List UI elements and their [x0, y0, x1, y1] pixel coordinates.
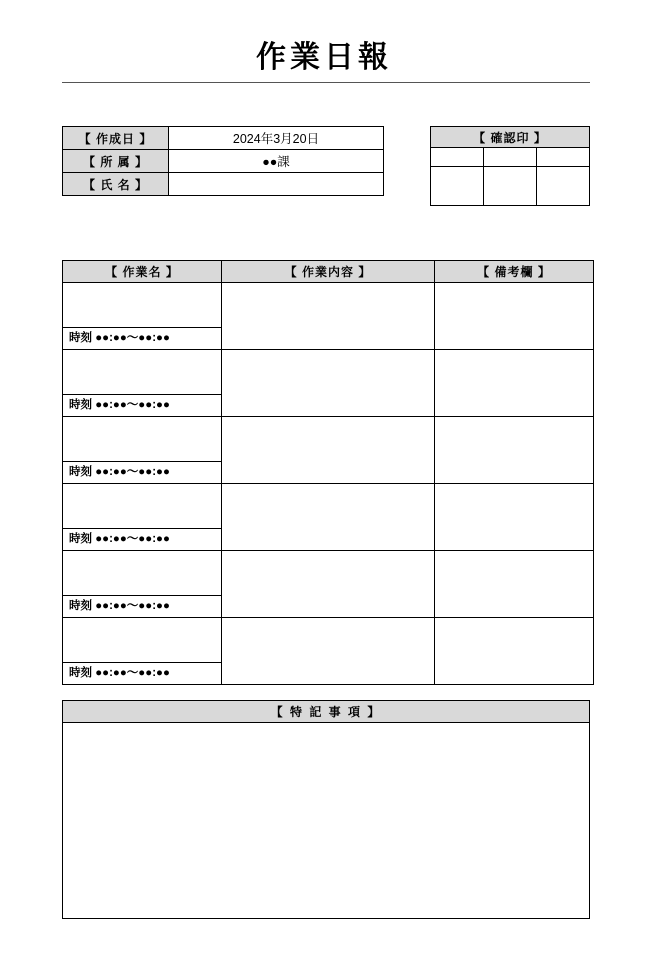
table-row [63, 723, 590, 919]
work-time-label[interactable]: 時刻 ●●:●●〜●●:●● [69, 667, 170, 679]
work-content-cell[interactable] [222, 618, 435, 685]
table-row [63, 173, 384, 196]
work-time-label[interactable]: 時刻 ●●:●●〜●●:●● [69, 332, 170, 344]
work-remark-cell[interactable] [435, 551, 594, 618]
work-content-cell[interactable] [222, 417, 435, 484]
work-name-input[interactable] [63, 283, 221, 328]
table-row [63, 417, 594, 484]
special-notes-heading: 【 特 記 事 項 】 [63, 701, 590, 723]
confirmation-stamp-heading: 【 確認印 】 [431, 127, 590, 148]
page-title: 作業日報 [256, 41, 392, 74]
stamp-cell[interactable] [537, 148, 590, 167]
table-row [431, 127, 590, 148]
table-row [63, 350, 594, 417]
column-header-work-content: 【 作業内容 】 [222, 261, 435, 283]
table-header-row [63, 261, 594, 283]
table-row [63, 127, 384, 150]
name-label: 【 氏 名 】 [63, 173, 169, 196]
work-log-table [62, 260, 594, 685]
work-content-cell[interactable] [222, 350, 435, 417]
work-name-input[interactable] [63, 417, 221, 462]
created-date-label: 【 作成日 】 [63, 127, 169, 150]
work-name-cell[interactable] [63, 551, 222, 618]
table-row [63, 484, 594, 551]
table-row [63, 150, 384, 173]
work-name-cell[interactable] [63, 283, 222, 350]
work-name-input[interactable] [63, 350, 221, 395]
work-remark-cell[interactable] [435, 350, 594, 417]
table-header-row [63, 701, 590, 723]
column-header-work-name: 【 作業名 】 [63, 261, 222, 283]
stamp-cell[interactable] [484, 167, 537, 206]
special-notes-table [62, 700, 590, 919]
work-time-label[interactable]: 時刻 ●●:●●〜●●:●● [69, 600, 170, 612]
work-remark-cell[interactable] [435, 618, 594, 685]
special-notes-area[interactable] [63, 723, 590, 919]
title-divider [62, 82, 590, 83]
stamp-cell[interactable] [537, 167, 590, 206]
work-remark-cell[interactable] [435, 417, 594, 484]
work-content-cell[interactable] [222, 283, 435, 350]
department-label: 【 所 属 】 [63, 150, 169, 173]
table-row [63, 283, 594, 350]
table-row [431, 148, 590, 167]
work-name-input[interactable] [63, 618, 221, 663]
work-time-label[interactable]: 時刻 ●●:●●〜●●:●● [69, 466, 170, 478]
work-time-label[interactable]: 時刻 ●●:●●〜●●:●● [69, 533, 170, 545]
work-name-input[interactable] [63, 551, 221, 596]
work-name-cell[interactable] [63, 350, 222, 417]
table-row [63, 551, 594, 618]
stamp-cell[interactable] [431, 167, 484, 206]
work-name-cell[interactable] [63, 618, 222, 685]
work-name-input[interactable] [63, 484, 221, 529]
work-content-cell[interactable] [222, 551, 435, 618]
table-row [63, 618, 594, 685]
column-header-remarks: 【 備考欄 】 [435, 261, 594, 283]
table-row [431, 167, 590, 206]
work-name-cell[interactable] [63, 484, 222, 551]
stamp-cell[interactable] [431, 148, 484, 167]
header-info-table [62, 126, 384, 196]
work-content-cell[interactable] [222, 484, 435, 551]
work-remark-cell[interactable] [435, 283, 594, 350]
work-name-cell[interactable] [63, 417, 222, 484]
stamp-cell[interactable] [484, 148, 537, 167]
name-value[interactable] [169, 173, 384, 196]
department-value[interactable]: ●●課 [169, 150, 384, 173]
work-time-label[interactable]: 時刻 ●●:●●〜●●:●● [69, 399, 170, 411]
created-date-value[interactable]: 2024年3月20日 [169, 127, 384, 150]
confirmation-stamp-table [430, 126, 590, 206]
work-remark-cell[interactable] [435, 484, 594, 551]
